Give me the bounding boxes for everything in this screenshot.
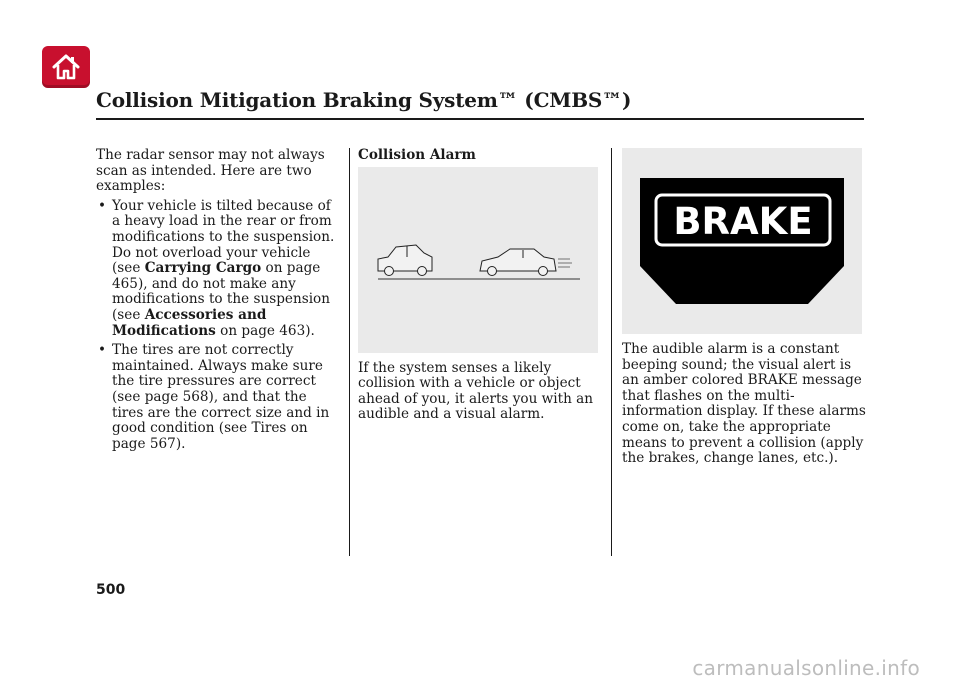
column-divider xyxy=(349,148,350,556)
cars-illustration xyxy=(358,167,598,353)
bullet-list xyxy=(96,199,340,453)
collision-alarm-heading: Collision Alarm xyxy=(358,147,476,163)
cars-diagram xyxy=(358,167,598,353)
bullet-dot: • xyxy=(98,342,107,359)
site-watermark: carmanualsonline.info xyxy=(692,656,920,680)
bullet-item-vehicle-tilted xyxy=(96,199,340,339)
bullet-item-tires xyxy=(96,343,340,452)
bullet-text: on page 463). xyxy=(215,322,315,339)
home-button[interactable] xyxy=(42,46,90,88)
brake-message: BRAKE xyxy=(673,200,813,243)
following-vehicle-icon xyxy=(480,249,556,276)
brake-display-illustration xyxy=(622,148,862,334)
audible-alarm-body: The audible alarm is a constant beeping sound; the visual alert is an amber colored BRAKE message that flashes on the multi-information display. If these alarms come on, take the appropriate means to prevent a collision (apply the brakes, change lanes, etc.). xyxy=(622,341,866,467)
motion-lines xyxy=(558,259,572,267)
home-icon xyxy=(51,53,81,81)
link-accessories-modifications[interactable]: Accessories and Modifications xyxy=(112,306,267,339)
page-number: 500 xyxy=(96,582,126,598)
link-carrying-cargo[interactable]: Carrying Cargo xyxy=(144,260,262,277)
column-2 xyxy=(358,148,602,423)
lead-vehicle-icon xyxy=(378,245,432,276)
bullet-text: on page 465), and do not make any modifications to the suspension (see xyxy=(112,260,330,323)
title-rule xyxy=(96,118,864,120)
bullet-text: Your vehicle is tilted because of a heavy load in the rear or from modifications to the suspension. Do not overload your vehicle (see xyxy=(112,197,335,277)
intro-paragraph: The radar sensor may not always scan as intended. Here are two examples: xyxy=(96,147,325,195)
bullet-text: The tires are not correctly maintained. Always make sure the tire pressures are correct (see page 568), and that the tires are the correct size and in good condition (see Tires on page 567). xyxy=(112,342,330,452)
column-3 xyxy=(622,148,866,467)
section-title: Collision Mitigation Braking System™ (CMBS™) xyxy=(96,88,632,112)
column-1 xyxy=(96,148,340,456)
column-divider xyxy=(611,148,612,556)
collision-alarm-body: If the system senses a likely collision with a vehicle or object ahead of you, it alerts you with an audible and a visual alarm. xyxy=(358,359,594,423)
bullet-dot: • xyxy=(98,197,107,214)
brake-display xyxy=(622,148,862,334)
